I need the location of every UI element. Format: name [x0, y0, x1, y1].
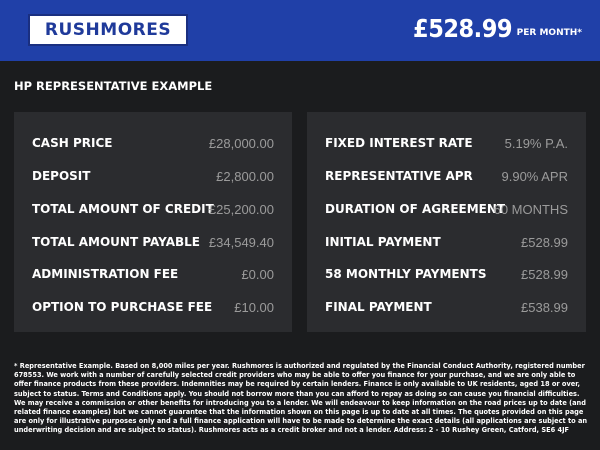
- row-label: FIXED INTEREST RATE: [325, 136, 473, 150]
- row-value: 5.19% P.A.: [504, 136, 568, 151]
- finance-row: [14, 136, 292, 156]
- row-value: £528.99: [521, 267, 568, 282]
- rushmores-logo[interactable]: [28, 14, 188, 46]
- row-value: £28,000.00: [208, 136, 274, 151]
- row-label: INITIAL PAYMENT: [325, 235, 441, 249]
- finance-row: [14, 267, 292, 287]
- finance-row: [307, 169, 586, 189]
- row-label: OPTION TO PURCHASE FEE: [32, 300, 213, 314]
- row-value: £34,549.40: [208, 235, 274, 250]
- per-month-label: PER MONTH*: [516, 28, 582, 38]
- row-label: DEPOSIT: [32, 169, 91, 183]
- row-value: £10.00: [234, 300, 274, 315]
- row-label: DURATION OF AGREEMENT: [325, 202, 506, 216]
- row-value: £2,800.00: [216, 169, 274, 184]
- row-value: £538.99: [521, 300, 568, 315]
- finance-row: [14, 235, 292, 255]
- finance-row: [14, 202, 292, 222]
- finance-row: [307, 267, 586, 287]
- finance-row: [307, 136, 586, 156]
- row-label: ADMINISTRATION FEE: [32, 267, 179, 281]
- row-value: 9.90% APR: [501, 169, 568, 184]
- finance-row: [14, 300, 292, 320]
- row-value: £0.00: [241, 267, 274, 282]
- row-label: CASH PRICE: [32, 136, 113, 150]
- finance-panel-left: [14, 112, 292, 332]
- row-label: TOTAL AMOUNT PAYABLE: [32, 235, 200, 249]
- finance-panel-right: [307, 112, 586, 332]
- finance-row: [307, 300, 586, 320]
- finance-row: [14, 169, 292, 189]
- row-value: £25,200.00: [208, 202, 274, 217]
- logo-text: RUSHMORES: [44, 20, 172, 40]
- row-label: 58 MONTHLY PAYMENTS: [325, 267, 487, 281]
- row-value: £528.99: [521, 235, 568, 250]
- section-title: HP REPRESENTATIVE EXAMPLE: [14, 79, 213, 93]
- row-label: REPRESENTATIVE APR: [325, 169, 473, 183]
- monthly-price: £528.99: [413, 14, 512, 43]
- row-label: FINAL PAYMENT: [325, 300, 432, 314]
- header-bar: [0, 0, 600, 61]
- finance-disclaimer: * Representative Example. Based on 8,000 miles per year. Rushmores is authorized and regulated by the Financial Conduct Authority, registered number 678553. We work with a number of carefully selected credit providers who may be able to offer you finance for your purchase, and we are only able to offer finance products from these providers. Indemnities may be required by certain lenders. Finance is only available to UK residents, aged 18 or over, subject to status. Terms and Conditions apply. You should not borrow more than you can afford to repay as doing so can cause you financial difficulties. We may receive a commission or other benefits for introducing you to a lender. We will endeavour to keep information on the road prices up to date (and related finance examples) but we cannot guarantee that the information shown on this page is up to date at all times. The quotes provided on this page are only for illustrative purposes only and a full finance application will have to be made to determine the exact details (all applications are subject to an underwriting decision and are subject to status). Rushmores acts as a credit broker and not a lender. Address: 2 - 10 Rushey Green, Catford, SE6 4JF: [14, 362, 588, 435]
- row-label: TOTAL AMOUNT OF CREDIT: [32, 202, 214, 216]
- finance-row: [307, 235, 586, 255]
- finance-row: [307, 202, 586, 222]
- row-value: 60 MONTHS: [493, 202, 568, 217]
